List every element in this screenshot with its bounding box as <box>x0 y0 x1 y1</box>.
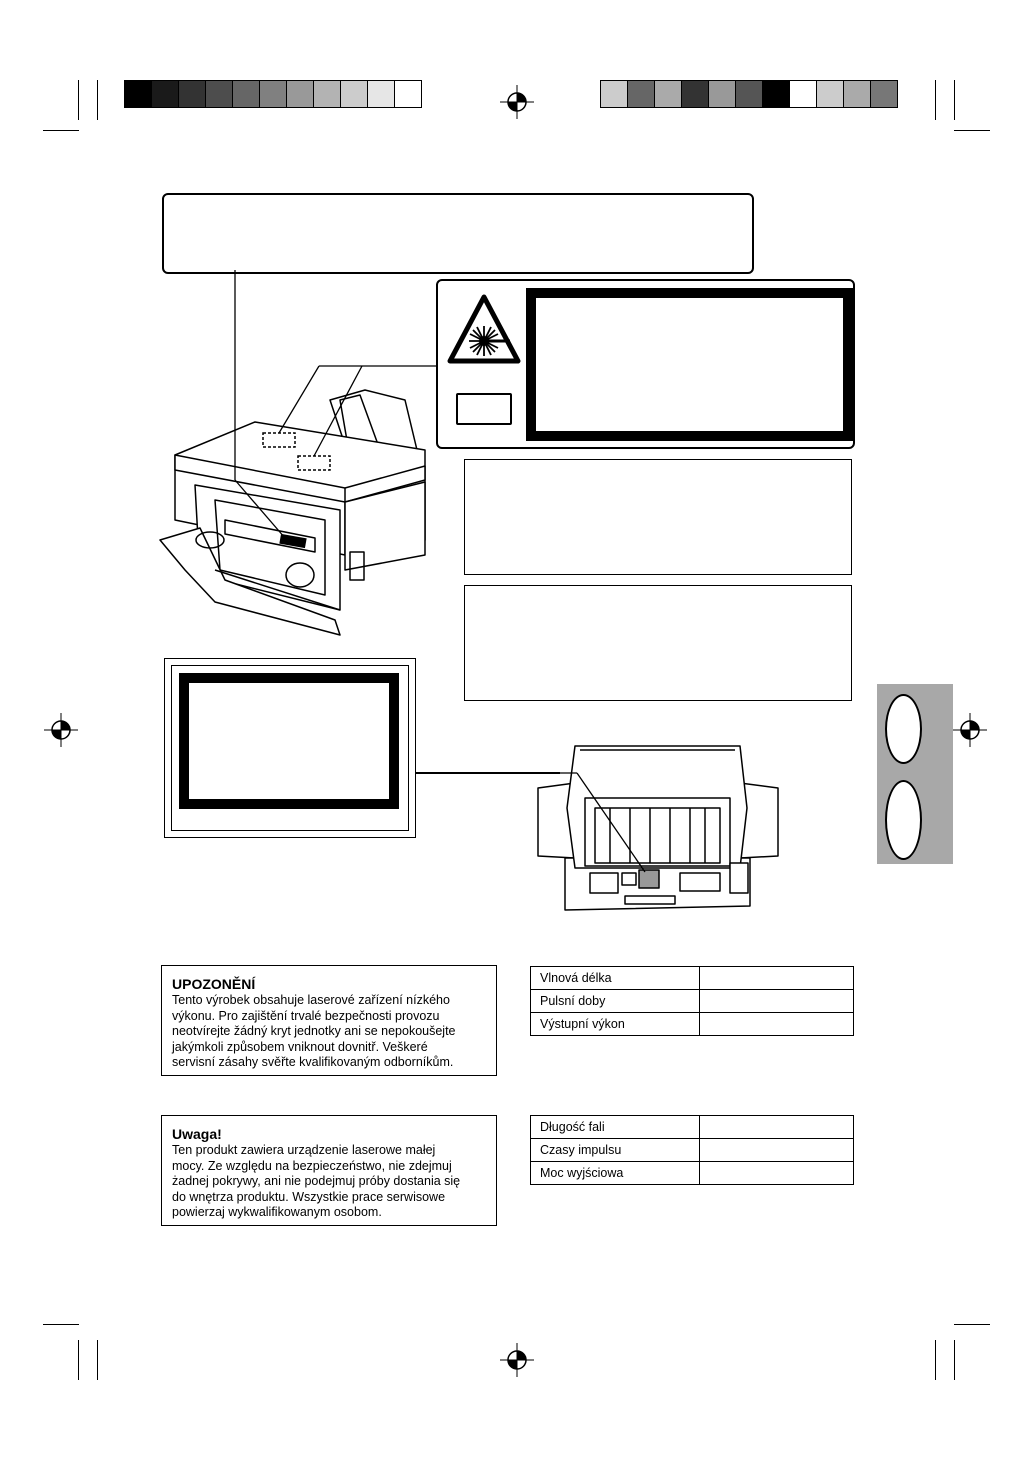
laser-class-frame <box>456 393 512 425</box>
color-swatch <box>655 81 682 107</box>
registration-target-top <box>500 85 534 119</box>
color-swatch <box>871 81 897 107</box>
color-swatch <box>368 81 395 107</box>
table-row: Výstupní výkon <box>531 1013 854 1036</box>
color-swatch <box>260 81 287 107</box>
color-swatch <box>790 81 817 107</box>
registration-target-right <box>953 713 987 747</box>
color-swatch <box>125 81 152 107</box>
laser-hazard-icon <box>446 293 522 365</box>
rear-label-text-frame <box>179 673 399 809</box>
table-row: Vlnová délka <box>531 967 854 990</box>
color-registration-bar-left <box>124 80 422 108</box>
color-swatch <box>179 81 206 107</box>
czech-warning-box <box>161 965 497 1076</box>
color-swatch <box>233 81 260 107</box>
czech-spec-table <box>530 966 854 1036</box>
table-row: Czasy impulsu <box>531 1139 854 1162</box>
language-side-tab <box>877 684 953 864</box>
color-swatch <box>844 81 871 107</box>
color-swatch <box>287 81 314 107</box>
color-swatch <box>395 81 421 107</box>
color-swatch <box>817 81 844 107</box>
printer-rear-illustration <box>535 738 780 918</box>
table-row: Pulsní doby <box>531 990 854 1013</box>
color-swatch <box>736 81 763 107</box>
printer-front-illustration <box>155 270 455 650</box>
registration-target-left <box>44 713 78 747</box>
color-swatch <box>601 81 628 107</box>
info-box-2 <box>464 585 852 701</box>
color-swatch <box>152 81 179 107</box>
polish-warning-text: Ten produkt zawiera urządzenie laserowe małej mocy. Ze względu na bezpieczeństwo, nie zdejmuj żadnej pokrywy, ani nie podejmuj próby dostania się do wnętrza produktu. Wszystkie prace serwisowe powierzaj wykwalifikowanym osobom. <box>172 1143 461 1219</box>
registration-target-bottom <box>500 1343 534 1377</box>
table-row: Długość fali <box>531 1116 854 1139</box>
rear-label-outer-frame <box>164 658 416 838</box>
czech-warning-text: Tento výrobek obsahuje laserové zařízení nízkého výkonu. Pro zajištění trvalé bezpečnosti provozu neotvírejte žádný kryt jednotky ani se nepokoušejte jakýmkoli způsobem vniknout dovnitř. Veškeré servisní zásahy svěřte kvalifikovaným odborníkům. <box>172 993 456 1069</box>
laser-warning-text-frame <box>526 288 853 441</box>
color-swatch <box>314 81 341 107</box>
color-swatch <box>341 81 368 107</box>
info-box-1 <box>464 459 852 575</box>
polish-spec-table <box>530 1115 854 1185</box>
color-registration-bar-right <box>600 80 898 108</box>
color-swatch <box>709 81 736 107</box>
table-row: Moc wyjściowa <box>531 1162 854 1185</box>
polish-warning-title: Uwaga! <box>172 1126 222 1142</box>
top-label-box <box>162 193 754 274</box>
color-swatch <box>682 81 709 107</box>
czech-warning-title: UPOZONĚNÍ <box>172 976 256 992</box>
color-swatch <box>628 81 655 107</box>
color-swatch <box>763 81 790 107</box>
polish-warning-box <box>161 1115 497 1226</box>
color-swatch <box>206 81 233 107</box>
language-tab-oval-bottom <box>885 780 922 860</box>
language-tab-oval-top <box>885 694 922 764</box>
laser-warning-label <box>436 279 855 449</box>
